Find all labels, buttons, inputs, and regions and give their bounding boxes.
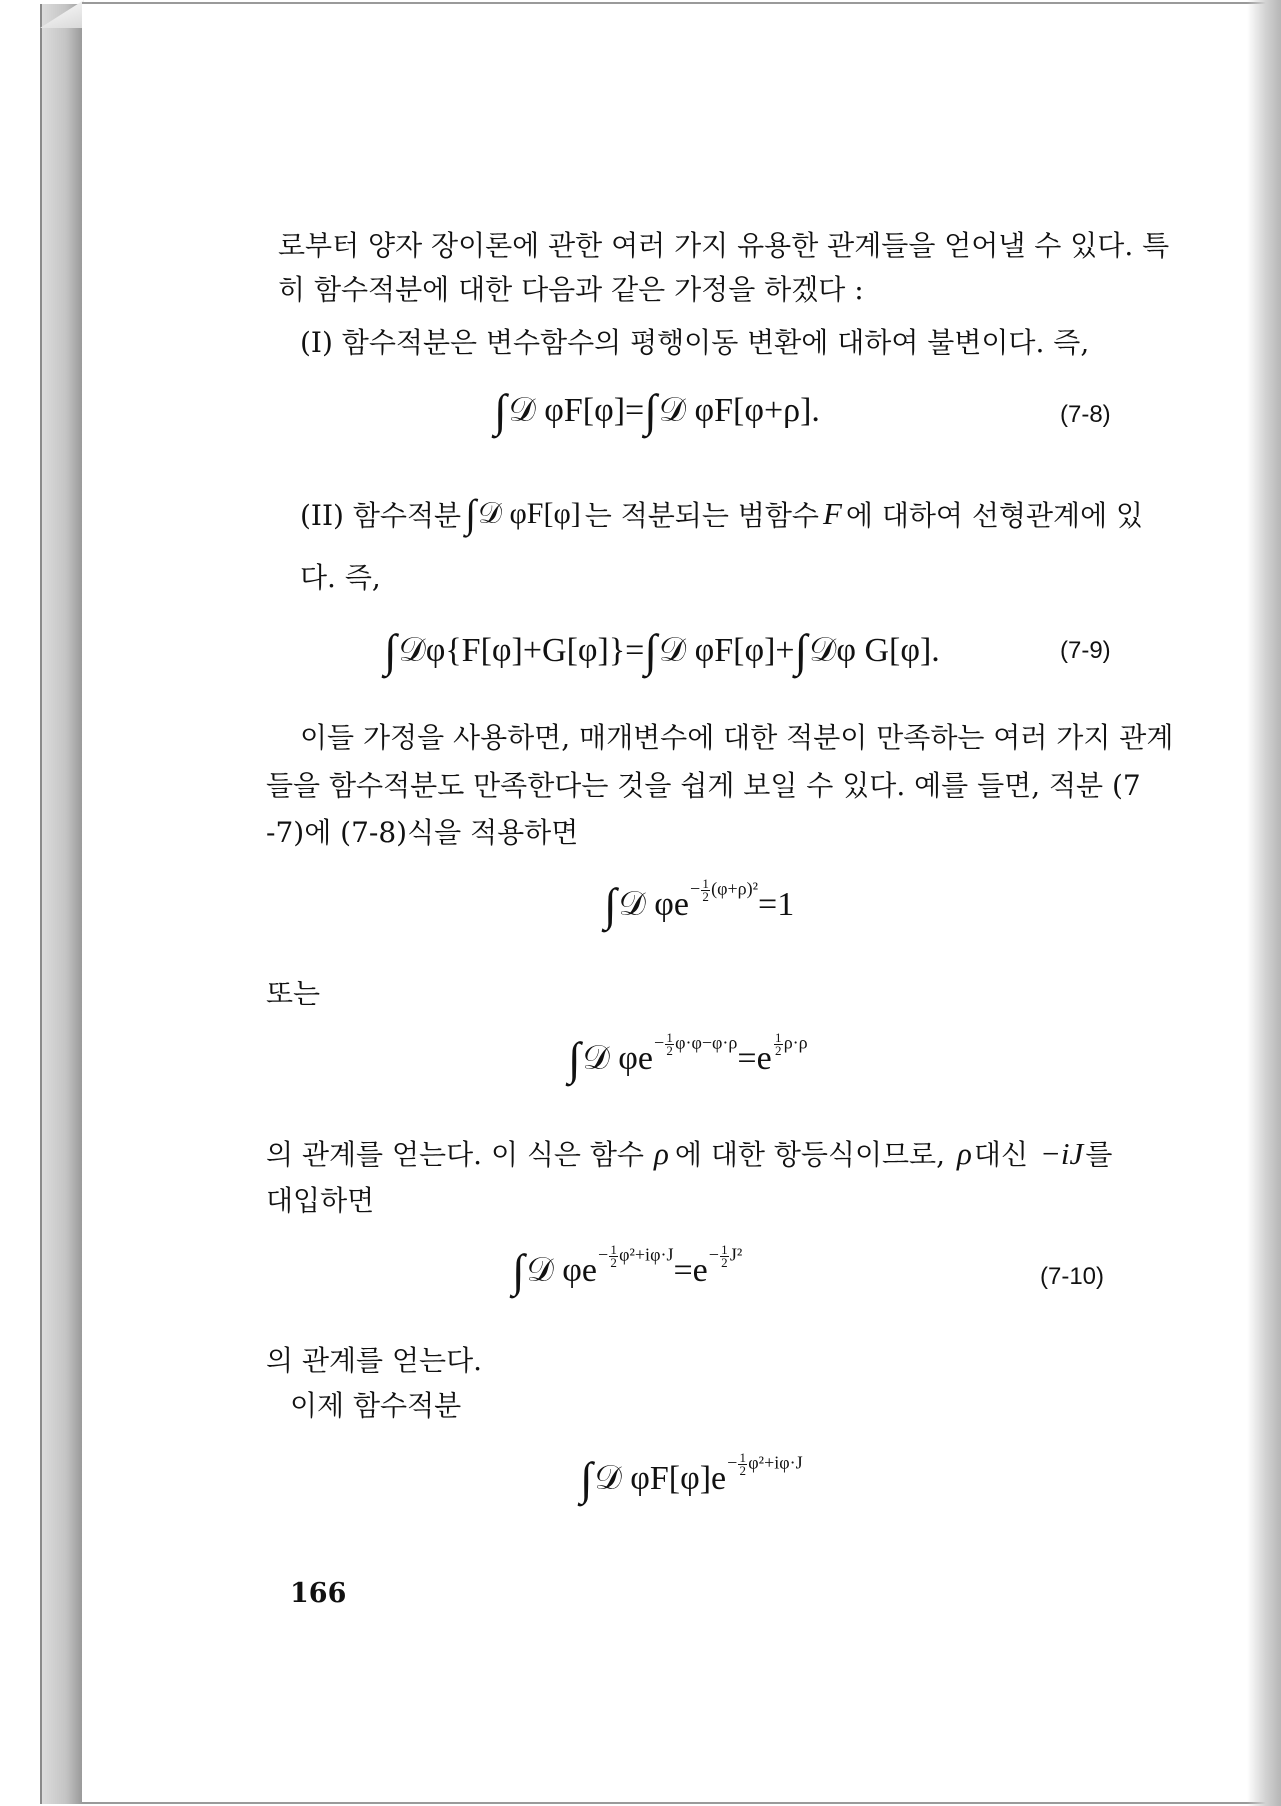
- exponent-body: J²: [729, 1244, 743, 1265]
- exponent-sign: −: [708, 1244, 719, 1265]
- iJ-symbol: −iJ: [1040, 1136, 1084, 1171]
- exponent: [689, 875, 759, 904]
- fraction-denominator: 2: [666, 1042, 673, 1058]
- text-line: 대입하면: [266, 1184, 375, 1217]
- fraction-denominator: 2: [610, 1254, 617, 1270]
- fraction-half: [665, 1029, 674, 1058]
- fraction-denominator: 2: [739, 1462, 747, 1478]
- text-line: -7)에 (7-8)식을 적용하면: [266, 816, 579, 849]
- equation-number: (7-9): [1060, 637, 1111, 664]
- equation-part: 𝒟φ G[φ].: [809, 632, 940, 669]
- equation-expanded: [568, 1029, 808, 1084]
- fraction-numerator: 1: [774, 1029, 782, 1045]
- fraction-denominator: 2: [721, 1254, 728, 1270]
- exponent-body: φ·φ−φ·ρ: [675, 1032, 738, 1053]
- equation-7-8: [494, 385, 820, 436]
- text-span: 를: [1085, 1138, 1113, 1171]
- equation-rhs: 𝒟 φF[φ+ρ].: [658, 392, 820, 429]
- exponent-sign: −: [597, 1244, 609, 1265]
- exponent-sign: −: [727, 1452, 738, 1473]
- page-edge-shadow: [1247, 0, 1281, 1806]
- equation-rhs: =e: [673, 1252, 708, 1289]
- fraction-numerator: 1: [739, 1449, 747, 1465]
- integral-sign: ∫: [568, 1033, 581, 1084]
- fraction-numerator: 1: [702, 875, 709, 891]
- text-line: [300, 491, 1144, 536]
- equation-rhs: =1: [758, 886, 795, 923]
- fraction-half: [609, 1241, 618, 1270]
- exponent-body: φ²+iφ·J: [748, 1452, 803, 1473]
- equation-source-term: [580, 1449, 803, 1504]
- book-spine: [40, 4, 82, 1804]
- text-line: 이들 가정을 사용하면, 매개변수에 대한 적분이 만족하는 여러 가지 관계: [300, 721, 1174, 754]
- functional-symbol: F: [822, 496, 842, 531]
- exponent-sign: −: [689, 878, 701, 899]
- text-line: (I) 함수적분은 변수함수의 평행이동 변환에 대하여 불변이다. 즉,: [300, 326, 1090, 359]
- fraction-numerator: 1: [666, 1029, 673, 1045]
- exponent: [597, 1241, 674, 1270]
- text-span: 의 관계를 얻는다. 이 식은 함수: [266, 1138, 644, 1171]
- fraction-numerator: 1: [610, 1241, 617, 1257]
- text-line: 들을 함수적분도 만족한다는 것을 쉽게 보일 수 있다. 예를 들면, 적분 (7: [266, 769, 1141, 802]
- exponent: [653, 1029, 738, 1058]
- fraction-denominator: 2: [702, 888, 709, 904]
- integral-sign: ∫: [465, 491, 477, 536]
- exponent-body: (φ+ρ)²: [711, 878, 759, 899]
- exponent: [727, 1449, 803, 1478]
- fraction-numerator: 1: [721, 1241, 728, 1257]
- text-line: 로부터 양자 장이론에 관한 여러 가지 유용한 관계들을 얻어낼 수 있다. 특: [278, 229, 1170, 262]
- integral-sign: ∫: [794, 625, 808, 676]
- integral-sign: ∫: [512, 1245, 525, 1296]
- equation-body: 𝒟 φF[φ]e: [594, 1460, 727, 1497]
- text-line: 히 함수적분에 대한 다음과 같은 가정을 하겠다 :: [278, 273, 864, 306]
- text-span: 대신: [973, 1138, 1029, 1171]
- integral-sign: ∫: [384, 625, 397, 676]
- equation-body: 𝒟 φe: [618, 886, 689, 923]
- equation-7-10: [512, 1241, 743, 1296]
- equation-body: 𝒟 φe: [526, 1252, 597, 1289]
- equation-7-9: [384, 625, 940, 676]
- integral-sign: ∫: [644, 625, 657, 676]
- exponent: [773, 1029, 808, 1058]
- equation-part: 𝒟φ{F[φ]+G[φ]}=: [398, 632, 645, 669]
- fraction-half: [701, 875, 710, 904]
- equation-number: (7-10): [1040, 1263, 1105, 1290]
- text-span: 는 적분되는 범함수: [584, 499, 819, 532]
- page-number: 166: [290, 1578, 347, 1609]
- fraction-half: [738, 1449, 747, 1478]
- equation-rhs: =e: [737, 1040, 772, 1077]
- text-span: 에 대하여 선형관계에 있: [845, 499, 1144, 532]
- text-line: 또는: [266, 977, 321, 1010]
- equation-lhs: 𝒟 φF[φ]=: [508, 392, 645, 429]
- exponent-body: ρ·ρ: [783, 1032, 808, 1053]
- exponent-sign: −: [653, 1032, 665, 1053]
- fraction-half: [774, 1029, 783, 1058]
- text-span: (II) 함수적분: [300, 499, 462, 532]
- rho-symbol: ρ: [653, 1136, 669, 1171]
- text-line: 이제 함수적분: [290, 1389, 462, 1422]
- integral-sign: ∫: [494, 385, 507, 436]
- equation-number: (7-8): [1060, 401, 1111, 428]
- integral-sign: ∫: [580, 1453, 593, 1504]
- text-line: 다. 즉,: [300, 561, 381, 594]
- rho-symbol: ρ: [957, 1136, 972, 1171]
- equation-part: 𝒟 φF[φ]+: [658, 632, 795, 669]
- inline-integral-body: 𝒟 φF[φ]: [478, 497, 581, 530]
- exponent: [708, 1241, 743, 1270]
- equation-translation: [604, 875, 795, 930]
- integral-sign: ∫: [644, 385, 657, 436]
- text-span: 에 대한 항등식이므로,: [674, 1138, 946, 1171]
- equation-body: 𝒟 φe: [582, 1040, 653, 1077]
- text-line: [266, 1133, 1112, 1173]
- exponent-body: φ²+iφ·J: [619, 1244, 674, 1265]
- text-line: 의 관계를 얻는다.: [266, 1344, 483, 1377]
- integral-sign: ∫: [604, 879, 617, 930]
- inline-integral: [465, 491, 581, 536]
- fraction-half: [720, 1241, 729, 1270]
- fraction-denominator: 2: [774, 1042, 782, 1058]
